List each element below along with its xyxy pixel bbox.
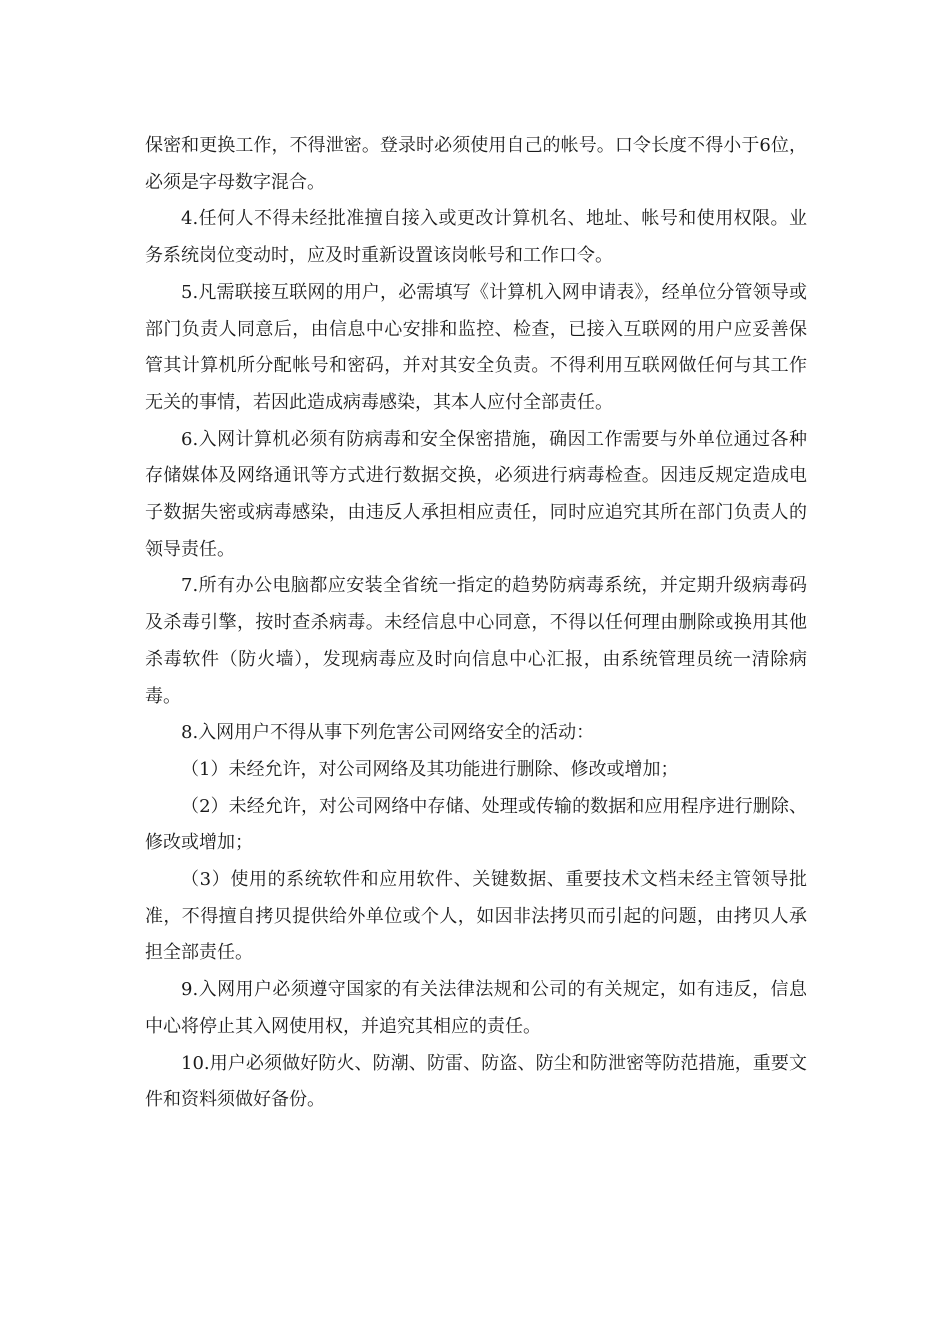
paragraph-rule-7: 7.所有办公电脑都应安装全省统一指定的趋势防病毒系统，并定期升级病毒码及杀毒引擎，按时查杀病毒。未经信息中心同意，不得以任何理由删除或换用其他杀毒软件（防火墙），发现病毒应及时向信息中心汇报，由系统管理员统一清除病毒。 — [145, 575, 807, 707]
paragraph-rule-8-item-1: （1）未经允许，对公司网络及其功能进行删除、修改或增加； — [181, 758, 679, 780]
paragraph-rule-9: 9.入网用户必须遵守国家的有关法律法规和公司的有关规定，如有违反，信息中心将停止其入网使用权，并追究其相应的责任。 — [145, 979, 807, 1037]
paragraph-rule-8: 8.入网用户不得从事下列危害公司网络安全的活动： — [181, 722, 595, 744]
paragraph-rule-8-item-3: （3）使用的系统软件和应用软件、关键数据、重要技术文档未经主管领导批准，不得擅自拷贝提供给外单位或个人，如因非法拷贝而引起的问题，由拷贝人承担全部责任。 — [145, 869, 807, 964]
paragraph-rule-4: 4.任何人不得未经批准擅自接入或更改计算机名、地址、帐号和使用权限。业务系统岗位变动时，应及时重新设置该岗帐号和工作口令。 — [145, 208, 807, 267]
paragraph-continuation: 保密和更换工作，不得泄密。登录时必须使用自己的帐号。口令长度不得小于6位，必须是字母数字混合。 — [145, 135, 807, 193]
document-body — [145, 128, 807, 1119]
paragraph-rule-10: 10.用户必须做好防火、防潮、防雷、防盗、防尘和防泄密等防范措施，重要文件和资料须做好备份。 — [145, 1052, 807, 1111]
paragraph-rule-5: 5.凡需联接互联网的用户，必需填写《计算机入网申请表》，经单位分管领导或部门负责人同意后，由信息中心安排和监控、检查，已接入互联网的用户应妥善保管其计算机所分配帐号和密码，并对其安全负责。不得利用互联网做任何与其工作无关的事情，若因此造成病毒感染，其本人应付全部责任。 — [145, 281, 807, 413]
paragraph-rule-8-item-2: （2）未经允许，对公司网络中存储、处理或传输的数据和应用程序进行删除、修改或增加； — [145, 795, 807, 854]
paragraph-rule-6: 6.入网计算机必须有防病毒和安全保密措施，确因工作需要与外单位通过各种存储媒体及网络通讯等方式进行数据交换，必须进行病毒检查。因违反规定造成电子数据失密或病毒感染，由违反人承担相应责任，同时应追究其所在部门负责人的领导责任。 — [145, 428, 807, 560]
